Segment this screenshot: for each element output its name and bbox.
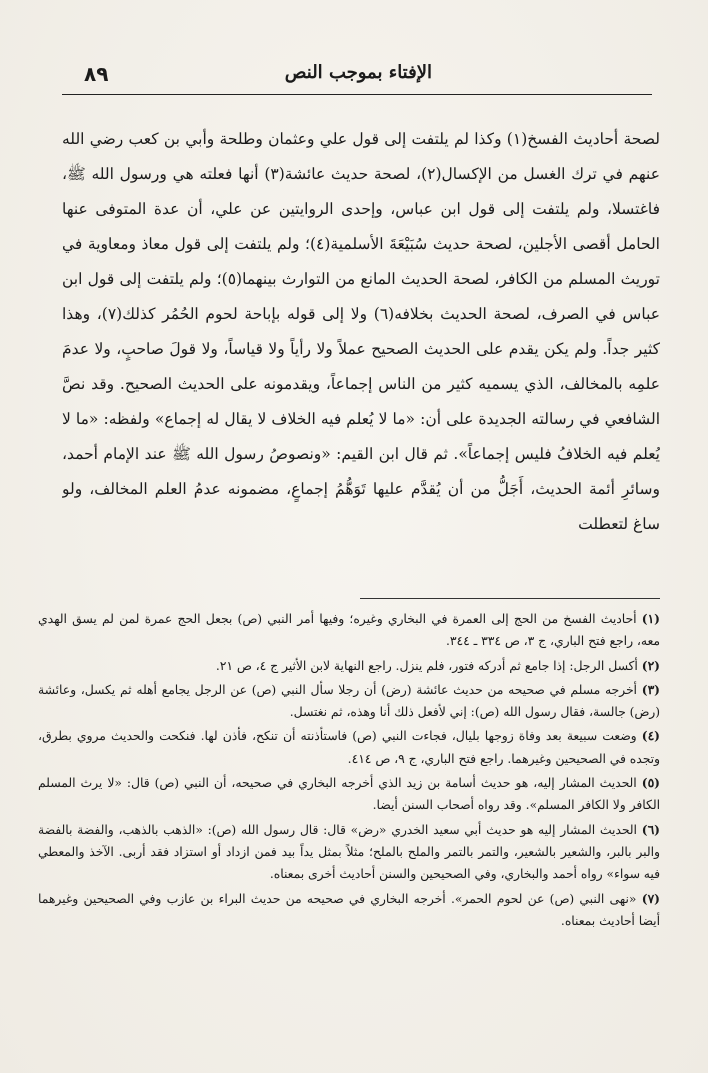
footnote-divider bbox=[360, 598, 660, 599]
footnote-number: (٥) bbox=[641, 775, 660, 791]
footnote-6 bbox=[38, 819, 660, 886]
footnote-number: (١) bbox=[641, 611, 660, 626]
footnote-number: (٤) bbox=[641, 728, 660, 744]
footnote-text: الحديث المشار إليه هو حديث أبي سعيد الخدري «رض» قال: قال رسول الله (ص): «الذهب بالذهب، والفضة بالفضة والبر بالبر، والشعير بالشعير، والتمر بالتمر والملح بالملح؛ مثلاً بمثل يداً بيد فمن ازداد أو استزاد فقد أربى. الآخذ والمعطي فيه سواء» رواه أحمد والبخاري، وفي الصحيحين والسنن أحاديث أخرى بمعناه. bbox=[38, 822, 660, 882]
footnote-7 bbox=[38, 888, 660, 933]
footnote-1 bbox=[38, 608, 660, 653]
footnote-4 bbox=[38, 725, 660, 770]
page-header bbox=[62, 58, 652, 98]
footnote-text: أخرجه مسلم في صحيحه من حديث عائشة (رض) أن رجلا سأل النبي (ص) عن الرجل يجامع أهله ثم يكسل، وعائشة (رض) جالسة، فقال رسول الله (ص): إني لأفعل ذلك أنا وهذه، ثم نغتسل. bbox=[38, 682, 660, 720]
footnote-number: (٢) bbox=[641, 657, 660, 673]
footnote-number: (٣) bbox=[641, 681, 660, 697]
footnote-2 bbox=[38, 655, 660, 677]
footnote-number: (٦) bbox=[641, 821, 660, 837]
footnote-number: (٧) bbox=[641, 890, 660, 906]
footnote-3 bbox=[38, 679, 660, 724]
running-title: الإفتاء بموجب النص bbox=[284, 62, 432, 83]
footnote-text: «نهى النبي (ص) عن لحوم الحمر». أخرجه البخاري في صحيحه من حديث البراء بن عازب وفي الصحيحين وغيرهما أيضا أحاديث بمعناه. bbox=[38, 891, 660, 928]
body-paragraph: لصحة أحاديث الفسخ(١) وكذا لم يلتفت إلى قول علي وعثمان وطلحة وأبي بن كعب رضي الله عنهم في ترك الغسل من الإكسال(٢)، لصحة حديث عائشة(٣) أنها فعلته هي ورسول الله ﷺ، فاغتسلا، ولم يلتفت إلى قول ابن عباس، وإحدى الروايتين عن علي، أن عدة المتوفى عنها الحامل أقصى الأجلين، لصحة حديث سُبَيْعَةَ الأسلمية(٤)؛ ولم يلتفت إلى قول معاذ ومعاوية في توريث المسلم من الكافر، لصحة الحديث المانع من التوارث بينهما(٥)؛ ولم يلتفت إلى قول ابن عباس في الصرف، لصحة الحديث بخلافه(٦) ولا إلى قوله بإباحة لحوم الحُمُر كذلك(٧)، وهذا كثير جداً. ولم يكن يقدم على الحديث الصحيح عملاً ولا رأياً ولا قياساً، ولا قولَ صاحبٍ، ولا عدمَ علمِه بالمخالف، الذي يسميه كثير من الناس إجماعاً، ويقدمونه على الحديث الصحيح. وقد نصَّ الشافعي في رسالته الجديدة على أن: «ما لا يُعلم فيه الخلاف لا يقال له إجماع» ولفظه: «ما لا يُعلم فيه الخلافُ فليس إجماعاً». ثم قال ابن القيم: «ونصوصُ رسول الله ﷺ عند الإمام أحمد، وسائرِ أئمة الحديث، أَجَلُّ من أن يُقدَّم عليها تَوَهُّمُ إجماعٍ، مضمونه عدمُ العلم المخالف، ولو ساغ لتعطلت bbox=[62, 130, 660, 533]
footnote-5 bbox=[38, 772, 660, 817]
main-text bbox=[62, 122, 660, 590]
page-number: ٨٩ bbox=[84, 62, 109, 86]
header-rule bbox=[62, 94, 652, 95]
footnotes bbox=[38, 608, 660, 1028]
footnote-text: أحاديث الفسخ من الحج إلى العمرة في البخاري وغيره؛ وفيها أمر النبي (ص) بجعل الحج عمرة لمن لم يسق الهدي معه، راجع فتح الباري، ج ٣، ص ٣٣٤ ـ ٣٤٤. bbox=[38, 612, 660, 649]
footnote-text: وضعت سبيعة بعد وفاة زوجها بليال، فجاءت النبي (ص) فاستأذنته أن تنكح، فأذن لها. فنكحت والحديث مروي بطرق، وتجده في الصحيحين وغيرهما. راجع فتح الباري، ج ٩، ص ٤١٤. bbox=[38, 729, 660, 766]
footnote-text: الحديث المشار إليه، هو حديث أسامة بن زيد الذي أخرجه البخاري في صحيحه، أن النبي (ص) قال: «لا يرث المسلم الكافر ولا الكافر المسلم». وقد رواه أصحاب السنن أيضا. bbox=[38, 776, 660, 813]
footnote-text: أكسل الرجل: إذا جامع ثم أدركه فتور، فلم ينزل. راجع النهاية لابن الأثير ج ٤، ص ٢١. bbox=[215, 658, 638, 673]
